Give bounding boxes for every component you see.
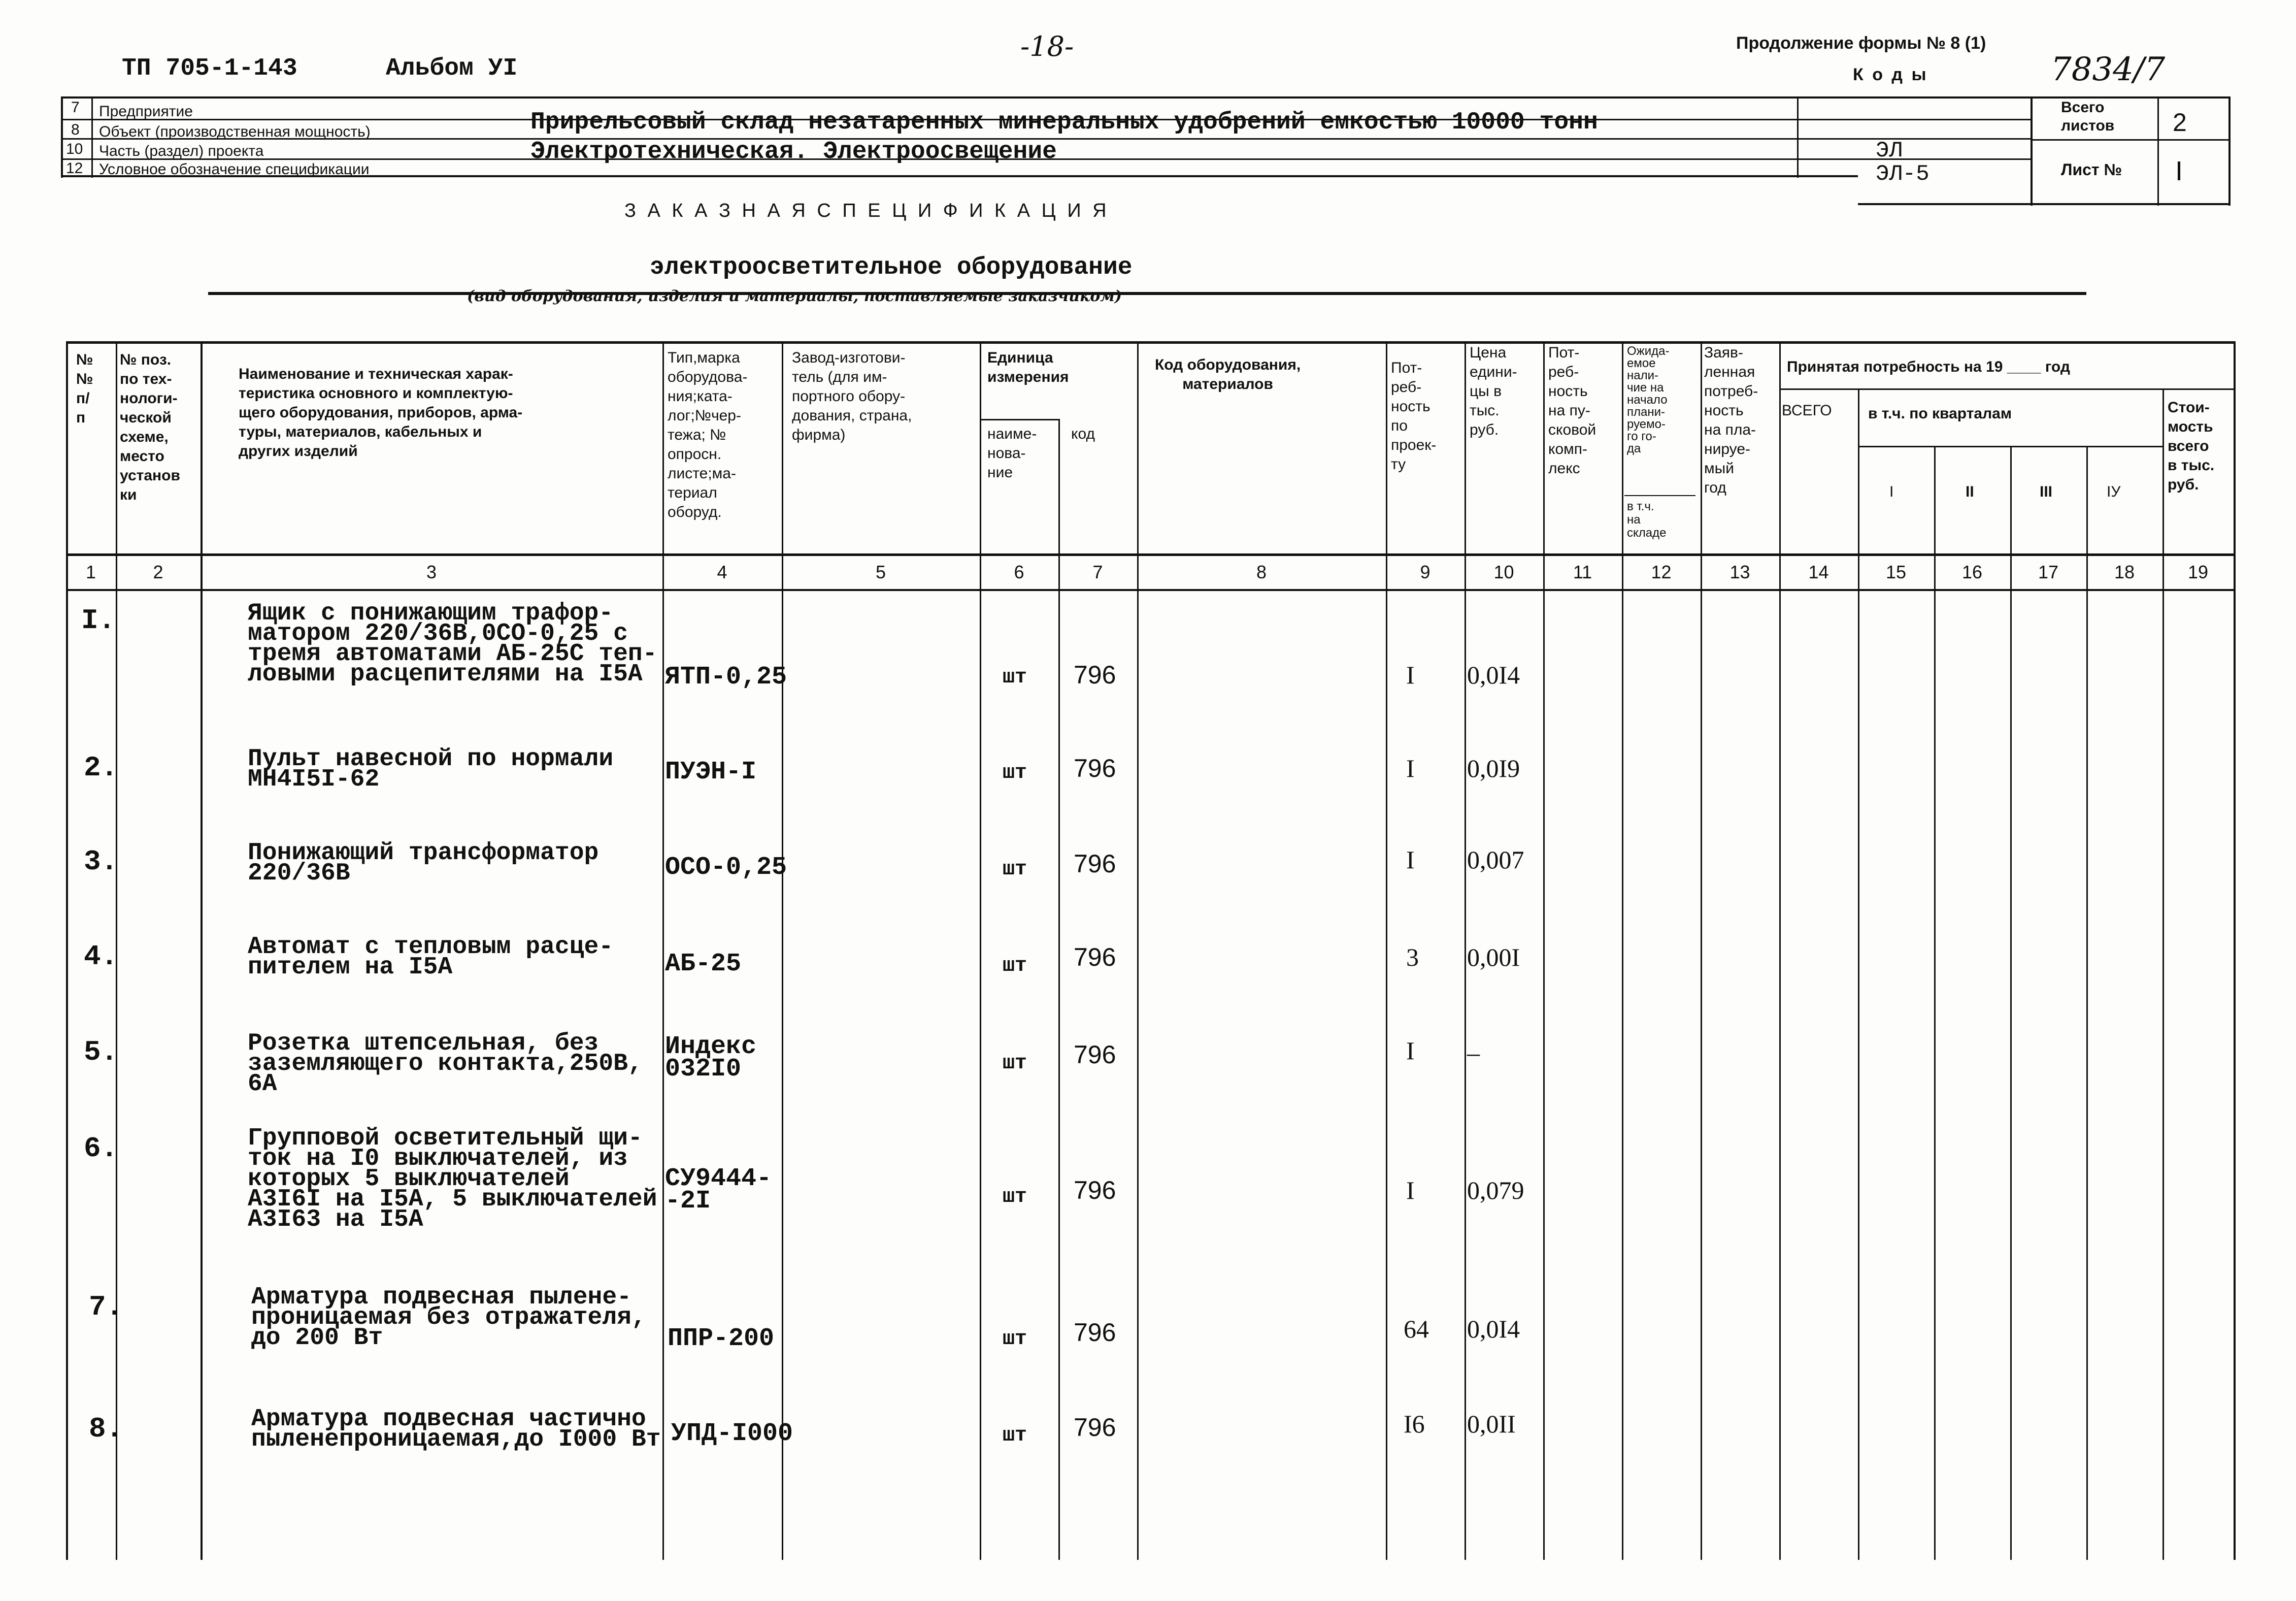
row-price: 0,0I9 xyxy=(1467,754,1520,782)
row-number: 4. xyxy=(84,940,118,973)
header-declared-demand: Заяв- ленная потреб- ность на пла- нируе- мый год xyxy=(1704,344,1758,496)
row-type: ЯТП-0,25 xyxy=(665,663,787,692)
column-number: 19 xyxy=(2187,562,2209,582)
row-code: 796 xyxy=(1074,1318,1116,1347)
info-row-num: 12 xyxy=(66,160,83,177)
header-cost: Стои- мость всего в тыс. руб. xyxy=(2168,399,2215,493)
row-code: 796 xyxy=(1074,1413,1116,1442)
row-type: УПД-I000 xyxy=(671,1419,793,1448)
header-name: Наименование и техническая харак- теристика основного и комплектую- щего оборудования, приборов, арма- туры, материалов, кабельных и других изделий xyxy=(239,366,523,460)
row-number: 3. xyxy=(84,845,118,878)
row-code: 796 xyxy=(1074,849,1116,878)
column-number: 10 xyxy=(1493,562,1514,582)
row-type: ОСО-0,25 xyxy=(665,853,787,882)
header-launch-complex: Пот- реб- ность на пу- сковой комп- лекс xyxy=(1548,344,1596,477)
row-unit: шт xyxy=(1003,955,1027,977)
info-row-label: Часть (раздел) проекта xyxy=(99,143,264,159)
row-code: 796 xyxy=(1074,943,1116,971)
row-name: Арматура подвесная частично пыленепроницаемая,до I000 Вт xyxy=(251,1406,661,1453)
header-quarter-1: I xyxy=(1889,483,1894,500)
info-row-num: 7 xyxy=(71,99,80,116)
row-number: 8. xyxy=(89,1413,123,1445)
header-type: Тип,марка оборудова- ния;ката- лог;№чер- тежа; № опросн. листе;ма- териал оборуд. xyxy=(668,349,748,520)
codes-label: К о д ы xyxy=(1853,65,1928,84)
row-quantity: 3 xyxy=(1406,943,1419,971)
row-unit: шт xyxy=(1003,1424,1027,1447)
column-number: 9 xyxy=(1420,562,1430,582)
header-quarter-3: III xyxy=(2040,483,2053,500)
header-accepted-demand: Принятая потребность на 19 ____ год xyxy=(1787,358,2070,375)
info-row-label: Условное обозначение спецификации xyxy=(99,161,370,178)
row-code: 796 xyxy=(1074,754,1116,782)
row-name: Арматура подвесная пылене- проницаемая без отражателя, до 200 Вт xyxy=(251,1284,646,1352)
header-quarter-4: IУ xyxy=(2107,483,2121,500)
header-in-warehouse: в т.ч. на складе xyxy=(1627,500,1667,540)
row-price: – xyxy=(1467,1038,1480,1067)
row-unit: шт xyxy=(1003,762,1027,785)
spec-title: З А К А З Н А Я С П Е Ц И Ф И К А Ц И Я xyxy=(624,200,1110,221)
header-equipment-code: Код оборудования, материалов xyxy=(1155,356,1301,393)
row-price: 0,007 xyxy=(1467,845,1524,874)
row-quantity: I xyxy=(1406,661,1415,689)
row-unit: шт xyxy=(1003,1186,1027,1208)
row-unit: шт xyxy=(1003,1328,1027,1351)
row-quantity: I6 xyxy=(1404,1410,1425,1438)
equipment-type: электроосветительное оборудование xyxy=(650,254,1133,281)
column-number: 3 xyxy=(426,562,437,582)
row-quantity: I xyxy=(1406,1036,1415,1065)
row-number: I. xyxy=(81,604,116,637)
column-number: 12 xyxy=(1651,562,1672,582)
row-price: 0,0I4 xyxy=(1467,661,1520,689)
row-type: Индекс 032I0 xyxy=(665,1032,757,1084)
album-label: Альбом УI xyxy=(386,55,518,82)
info-row-label: Объект (производственная мощность) xyxy=(99,123,371,140)
section-value: Электротехническая. Электроосвещение xyxy=(530,138,1057,166)
header-position: № поз. по тех- нологи- ческой схеме, место установ ки xyxy=(120,351,180,503)
row-name: Пульт навесной по нормали МН4I5I-62 xyxy=(248,745,614,793)
row-quantity: I xyxy=(1406,754,1415,782)
column-number: 2 xyxy=(153,562,163,582)
column-number: 13 xyxy=(1729,562,1750,582)
column-number: 6 xyxy=(1014,562,1024,582)
row-price: 0,079 xyxy=(1467,1176,1524,1204)
row-unit: шт xyxy=(1003,1052,1027,1075)
column-number: 4 xyxy=(717,562,727,582)
header-manufacturer: Завод-изготови- тель (для им- портного обору- дования, страна, фирма) xyxy=(792,349,912,443)
header-unit-price: Цена едини- цы в тыс. руб. xyxy=(1470,344,1517,438)
row-price: 0,0I4 xyxy=(1467,1315,1520,1343)
row-number: 2. xyxy=(84,752,118,784)
header-unit: Единица измерения xyxy=(987,349,1069,385)
row-number: 6. xyxy=(84,1132,118,1165)
sheets-total-value: 2 xyxy=(2173,108,2187,137)
row-type: АБ-25 xyxy=(665,950,742,978)
sheet-number-label: Лист № xyxy=(2061,160,2122,179)
row-name: Групповой осветительный щи- ток на I0 выключателей, из которых 5 выключателей А3I6I на I5А, 5 выключателей А3I63 на I5А xyxy=(248,1125,657,1233)
column-number: 14 xyxy=(1808,562,1829,582)
row-price: 0,00I xyxy=(1467,943,1520,971)
row-name: Розетка штепсельная, без заземляющего контакта,250В, 6А xyxy=(248,1030,643,1098)
row-number: 7. xyxy=(89,1291,123,1323)
column-number: 16 xyxy=(1961,562,1983,582)
header-quarters: в т.ч. по кварталам xyxy=(1868,405,2012,422)
row-name: Понижающий трансформатор 220/36В xyxy=(248,839,599,887)
column-number: 18 xyxy=(2114,562,2135,582)
info-row-num: 10 xyxy=(66,141,83,157)
row-name: Автомат с тепловым расце- пителем на I5А xyxy=(248,933,614,981)
column-number: 8 xyxy=(1256,562,1267,582)
info-row-num: 8 xyxy=(71,121,80,138)
project-code: ТП 705-1-143 xyxy=(122,55,297,82)
row-unit: шт xyxy=(1003,858,1027,881)
header-total: ВСЕГО xyxy=(1782,402,1832,419)
document-number: 7834/7 xyxy=(2051,51,2166,88)
spec-code: ЭЛ-5 xyxy=(1876,161,1929,187)
row-type: ППР-200 xyxy=(668,1324,775,1353)
header-demand-project: Пот- реб- ность по проек- ту xyxy=(1391,360,1437,473)
column-number: 15 xyxy=(1885,562,1907,582)
info-row-label: Предприятие xyxy=(99,103,193,120)
header-unit-code: код xyxy=(1071,426,1095,442)
row-quantity: I xyxy=(1406,1176,1415,1204)
sheets-total-label: Всего листов xyxy=(2061,99,2115,134)
column-number: 7 xyxy=(1092,562,1103,582)
column-number: 1 xyxy=(85,562,96,582)
page-number: -18- xyxy=(1020,30,1074,62)
row-code: 796 xyxy=(1074,661,1116,689)
header-expected-stock: Ожида- емое нали- чие на начало плани- руемо- го го- да xyxy=(1627,344,1670,455)
row-price: 0,0II xyxy=(1467,1410,1516,1438)
row-code: 796 xyxy=(1074,1176,1116,1204)
column-number: 17 xyxy=(2038,562,2059,582)
row-type: ПУЭН-I xyxy=(665,758,757,787)
row-code: 796 xyxy=(1074,1040,1116,1069)
equipment-caption: (вид оборудования, изделия и материалы, поставляемые заказчиком) xyxy=(467,287,1122,305)
row-quantity: 64 xyxy=(1404,1315,1429,1343)
row-name: Ящик с понижающим трафор- матором 220/36В,0СО-0,25 с тремя автоматами АБ-25С теп- ловыми расцепителями на I5А xyxy=(248,600,657,688)
column-number: 11 xyxy=(1573,562,1592,582)
row-type: СУ9444- -2I xyxy=(665,1164,772,1216)
object-value: Прирельсовый склад незатаренных минеральных удобрений емкостью 10000 тонн xyxy=(530,109,1598,136)
header-quarter-2: II xyxy=(1966,483,1974,500)
sheet-number-value: I xyxy=(2175,156,2183,186)
form-continuation: Продолжение формы № 8 (1) xyxy=(1736,34,1986,53)
row-unit: шт xyxy=(1003,666,1027,689)
header-unit-name: наиме- нова- ние xyxy=(987,426,1037,481)
section-code: ЭЛ xyxy=(1876,138,1903,164)
row-quantity: I xyxy=(1406,845,1415,874)
column-number: 5 xyxy=(875,562,886,582)
row-number: 5. xyxy=(84,1036,118,1068)
header-row-number: № № п/ п xyxy=(76,351,93,426)
